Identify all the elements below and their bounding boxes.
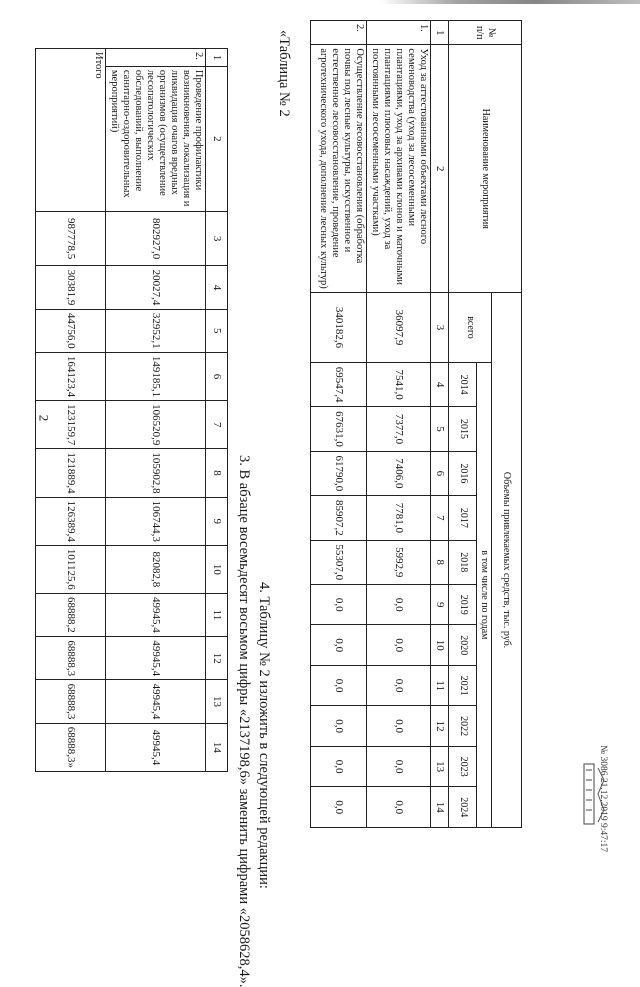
instruction-item-3: 3. В абзаце восемьдесят восьмом цифры «2137198,6» заменить цифрами «2058628,4». xyxy=(236,455,252,987)
table2 xyxy=(311,20,523,828)
table-cell: 105902,8 xyxy=(106,449,206,497)
table-cell: 121889,4 xyxy=(36,449,106,497)
table1-header-cell: 8 xyxy=(206,449,228,497)
table-cell: 7406,0 xyxy=(367,451,431,495)
table-cell: 82082,8 xyxy=(106,545,206,593)
table-cell: 0,0 xyxy=(311,665,367,705)
stamp-icon xyxy=(582,760,610,830)
table-cell: 32952,1 xyxy=(106,309,206,352)
table1-header-cell: 14 xyxy=(206,723,228,771)
table1-header-cell: 11 xyxy=(206,593,228,636)
table1-header-cell: 4 xyxy=(206,266,228,309)
table-cell: 5992,9 xyxy=(367,540,431,584)
index-cell: 4 xyxy=(431,362,449,406)
table-cell: 68888,3 xyxy=(36,637,106,680)
table1-wrapper xyxy=(36,48,229,772)
table-cell: 36097,9 xyxy=(367,293,431,363)
table-cell: 49945,4 xyxy=(106,593,206,636)
table-cell: 49945,4 xyxy=(106,637,206,680)
year-header: 2019 xyxy=(449,584,477,624)
index-cell: 9 xyxy=(431,584,449,624)
table1-header-row xyxy=(206,49,228,772)
table-cell: 68888,3» xyxy=(36,723,106,771)
index-cell: 13 xyxy=(431,746,449,786)
table-cell: 68888,2 xyxy=(36,593,106,636)
table-cell: 85907,2 xyxy=(311,496,367,540)
table-cell: 0,0 xyxy=(311,706,367,746)
document-footer: № 3086 21.12.2019 9:47:17 xyxy=(598,745,608,852)
index-cell: 12 xyxy=(431,706,449,746)
instruction-item-4: 4. Таблицу № 2 изложить в следующей редакции: xyxy=(256,582,272,889)
table-cell: 164123,4 xyxy=(36,352,106,400)
row-number: 1. xyxy=(367,21,431,45)
year-header: 2016 xyxy=(449,451,477,495)
table-cell: 67631,0 xyxy=(311,407,367,451)
year-header: 2017 xyxy=(449,496,477,540)
table1-header-cell: 13 xyxy=(206,680,228,723)
table-cell: 0,0 xyxy=(311,584,367,624)
table2-wrapper xyxy=(311,20,523,828)
table-cell: 20027,4 xyxy=(106,266,206,309)
col-header-name: Наименование мероприятия xyxy=(449,45,522,293)
table-cell: 101125,6 xyxy=(36,545,106,593)
table-cell: 7781,0 xyxy=(367,496,431,540)
table1-header-cell: 2 xyxy=(206,66,228,211)
table2-row xyxy=(311,21,367,828)
table-cell: 123159,7 xyxy=(36,401,106,449)
row-name: Проведение профилактики возникновения, локализация и ликвидация очагов вредных организмов (осуществление лесопатологических обследований, выполнение санитарно-оздоровительных мероприятий) xyxy=(106,66,206,211)
table2-row xyxy=(367,21,431,828)
year-header: 2015 xyxy=(449,407,477,451)
table-cell: 49945,4 xyxy=(106,680,206,723)
table-cell: 0,0 xyxy=(311,625,367,665)
year-header: 2022 xyxy=(449,706,477,746)
table-cell: 44756,0 xyxy=(36,309,106,352)
table-cell: 0,0 xyxy=(367,706,431,746)
table1-row xyxy=(106,49,206,772)
table1 xyxy=(36,48,229,772)
table2-header-row xyxy=(492,21,522,828)
table-cell: 126389,4 xyxy=(36,497,106,545)
table1-header-cell: 3 xyxy=(206,211,228,265)
year-header: 2020 xyxy=(449,625,477,665)
table-cell: 0,0 xyxy=(367,625,431,665)
col-header-volume: Объемы привлекаемых средств, тыс. руб. xyxy=(492,293,522,828)
index-cell: 14 xyxy=(431,787,449,828)
table-cell: 0,0 xyxy=(367,746,431,786)
row-number: 2. xyxy=(311,21,367,45)
index-cell: 7 xyxy=(431,496,449,540)
table-cell: 149185,1 xyxy=(106,352,206,400)
table-cell: 7377,0 xyxy=(367,407,431,451)
year-header: 2021 xyxy=(449,665,477,705)
index-cell: 10 xyxy=(431,625,449,665)
table-cell: 69547,4 xyxy=(311,362,367,406)
table-cell: 106520,9 xyxy=(106,401,206,449)
row-number: 2. xyxy=(106,49,206,67)
year-header: 2018 xyxy=(449,540,477,584)
table-cell: 340182,6 xyxy=(311,293,367,363)
table1-header-cell: 5 xyxy=(206,309,228,352)
row-name: Уход за аттестованными объектами лесного семеноводства (уход за лесосеменными плантациями, уход за архивами клонов и маточными плантациями плюсовых насаждений, уход за постоянными лесосеменными участками) xyxy=(367,45,431,293)
table-cell: 7541,0 xyxy=(367,362,431,406)
table-cell: 0,0 xyxy=(311,746,367,786)
table-cell: 802927,0 xyxy=(106,211,206,265)
table-cell: 987778,5 xyxy=(36,211,106,265)
table1-header-cell: 1 xyxy=(206,49,228,67)
index-cell: 6 xyxy=(431,451,449,495)
table-cell: 0,0 xyxy=(367,787,431,828)
table-cell: 30381,9 xyxy=(36,266,106,309)
table-cell: 61790,0 xyxy=(311,451,367,495)
index-cell: 5 xyxy=(431,407,449,451)
table1-header-cell: 10 xyxy=(206,545,228,593)
year-header: 2014 xyxy=(449,362,477,406)
index-cell: 11 xyxy=(431,665,449,705)
row-name: Осуществление лесовосстановления (обработка почвы под лесные культуры, искусственное и естественное лесовосстановление, проведение агротехнического ухода, дополнение лесных культур) xyxy=(311,45,367,293)
page-number: 2 xyxy=(36,414,52,422)
table1-total-row xyxy=(36,49,106,772)
table-cell: 0,0 xyxy=(367,584,431,624)
scan-artifact xyxy=(380,0,640,4)
col-header-total: всего xyxy=(449,293,492,363)
table1-header-cell: 9 xyxy=(206,497,228,545)
table-cell: 0,0 xyxy=(311,787,367,828)
table-cell: 68888,3 xyxy=(36,680,106,723)
table-cell: 106744,3 xyxy=(106,497,206,545)
table-cell: 55307,0 xyxy=(311,540,367,584)
table2-index-row xyxy=(431,21,449,828)
index-cell: 1 xyxy=(431,21,449,45)
table2-caption: «Таблица № 2 xyxy=(276,30,292,117)
index-cell: 2 xyxy=(431,45,449,293)
col-header-num: № п/п xyxy=(449,21,522,45)
col-header-by-years: в том числе по годам xyxy=(477,362,492,827)
table1-header-cell: 6 xyxy=(206,352,228,400)
table1-header-cell: 7 xyxy=(206,401,228,449)
index-cell: 8 xyxy=(431,540,449,584)
total-label: Итого xyxy=(36,49,106,212)
table-cell: 49945,4 xyxy=(106,723,206,771)
index-cell: 3 xyxy=(431,293,449,363)
table1-header-cell: 12 xyxy=(206,637,228,680)
year-header: 2024 xyxy=(449,787,477,828)
year-header: 2023 xyxy=(449,746,477,786)
table-cell: 0,0 xyxy=(367,665,431,705)
